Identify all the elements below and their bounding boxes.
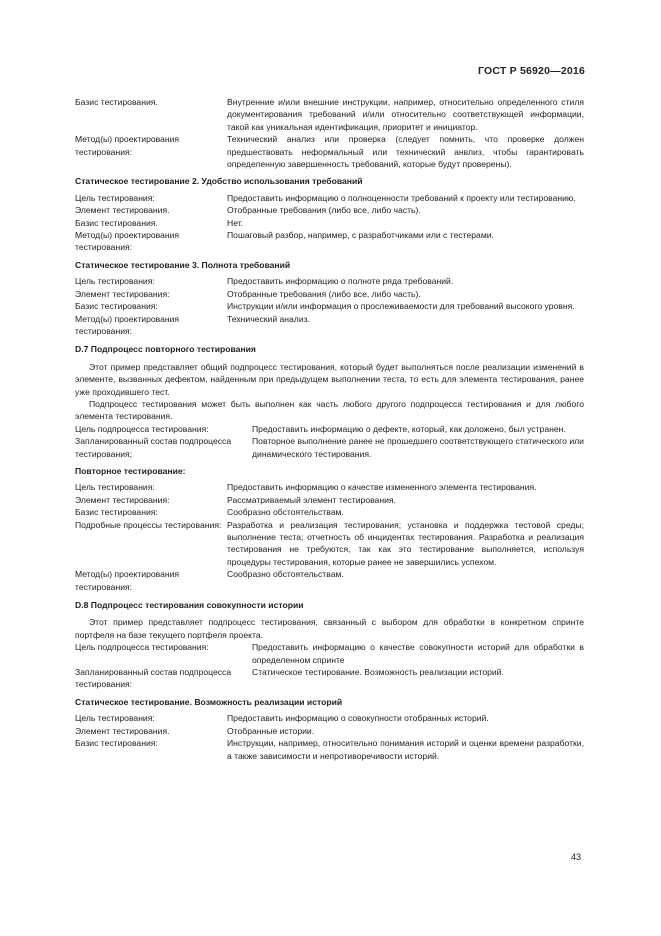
definition-row — [75, 229, 584, 254]
definition-desc: Сообразно обстоятельствам. — [227, 569, 344, 580]
definition-desc: Предоставить информацию о совокупности отобранных историй. — [227, 713, 489, 724]
definition-desc: Сообразно обстоятельствам. — [227, 507, 344, 518]
subheading: Статическое тестирование 3. Полнота требований — [75, 259, 291, 270]
definition-term: Цель тестирования: — [75, 713, 155, 724]
definition-row — [75, 737, 584, 762]
definition-term: Базис тестирования: — [75, 301, 158, 312]
definition-desc: Разработка и реализация тестирования; установка и поддержка тестовой среды; выполнение теста; отчетность об инцидентах тестирования. Разработка и реализация тестирования не требуются, так как это тестирование выполняется, используя процедуры тестирования, которые ранее не завершились успехом. — [227, 519, 584, 567]
definition-row — [75, 641, 584, 666]
definition-desc: Отобранные требования (либо все, либо часть). — [227, 288, 421, 299]
definition-term: Цель тестирования: — [75, 482, 155, 493]
definition-term: Элемент тестирования: — [75, 288, 170, 299]
definition-desc: Инструкции и/или информация о прослеживаемости для требований высокого уровня. — [227, 301, 575, 312]
section-heading-d7: D.7 Подпроцесс повторного тестирования — [75, 344, 256, 355]
definition-desc: Повторное выполнение ранее не прошедшего соответствующего статического или динамического тестирования. — [252, 436, 584, 459]
paragraph: Подпроцесс тестирования может быть выполнен как часть любого другого подпроцесса тестирования и для любого элемента тестирования. — [75, 398, 584, 422]
definition-row — [75, 494, 584, 506]
definition-term: Запланированный состав подпроцесса тестирования; — [75, 436, 232, 459]
definition-term: Базис тестирования. — [75, 217, 158, 228]
definition-desc: Технический анализ или проверка (следует помнить, что проверке должен предшествовать неформальный или технический анвлиз, чтобы гарантировать определенную завершенность требований, которые будут проверены). — [227, 134, 584, 170]
paragraph: Этот пример представляет подпроцесс тестирования, связанный с выбором для обработки в конкретном спринте портфеля на базе текущего портфеля проекта. — [75, 617, 584, 640]
definition-desc: Отобранные истории. — [227, 725, 315, 736]
definition-term: Базис тестирования: — [75, 507, 158, 518]
definition-row — [75, 481, 584, 493]
definition-row — [75, 288, 584, 300]
definition-desc: Рассматриваемый элемент тестирования. — [227, 494, 396, 505]
definition-row — [75, 712, 584, 724]
definition-desc: Предоставить информацию о полноценности требований к проекту или тестированию. — [227, 192, 576, 203]
definition-term: Базис тестирования. — [75, 97, 158, 107]
definition-desc: Предоставить информацию о качестве совокупности историй для обработки в определенном спринте — [252, 642, 584, 665]
definition-term: Метод(ы) проектирования тестирования: — [75, 134, 180, 157]
definition-term: Метод(ы) проектирования тестирования: — [75, 569, 180, 592]
definition-desc: Статическое тестирование. Возможность реализации историй. — [252, 667, 504, 678]
definition-desc: Предоставить информацию о полноте ряда требований. — [227, 276, 454, 287]
definition-row — [75, 568, 584, 593]
definition-desc: Пошаговый разбор, например, с разработчиками или с тестерами. — [227, 230, 494, 241]
definition-term: Базис тестирования: — [75, 738, 158, 749]
definition-row — [75, 519, 584, 569]
definition-desc: Отобранные требования (либо все, либо часть). — [227, 205, 421, 216]
section-heading-d8: D.8 Подпроцесс тестирования совокупности истории — [75, 600, 304, 611]
definition-desc: Инструкции, например, относительно понимания историй и оценки времени разработки, а также зависимости и непротиворечивости историй. — [227, 738, 584, 761]
document-header: ГОСТ Р 56920—2016 — [477, 65, 585, 77]
definition-term: Цель подпроцесса тестирования: — [75, 642, 209, 653]
definition-row — [75, 133, 584, 170]
definition-term: Цель тестирования: — [75, 276, 155, 287]
definition-term: Элемент тестирования. — [75, 725, 170, 736]
definition-row — [75, 300, 584, 312]
definition-row — [75, 192, 584, 204]
definition-term: Метод(ы) проектирования тестирования: — [75, 313, 180, 336]
definition-desc: Внутренние и/или внешние инструкции, например, относительно определенного стиля документирования требований и/или относительно соответствующей информации, такой как уникальная идентификация, приоритет и инициатор. — [227, 97, 584, 132]
definition-term: Элемент тестирования: — [75, 494, 170, 505]
definition-desc: Предоставить информацию о дефекте, который, как доложено, был устранен. — [252, 423, 566, 434]
definition-row — [75, 725, 584, 737]
definition-term: Цель подпроцесса тестирования: — [75, 423, 209, 434]
definition-row — [75, 423, 584, 435]
definition-term: Подробные процессы тестирования: — [75, 519, 222, 530]
definition-term: Метод(ы) проектирования тестирования: — [75, 230, 180, 253]
page-content — [75, 96, 584, 762]
definition-desc: Нет. — [227, 217, 244, 228]
definition-term: Цель тестирования: — [75, 192, 155, 203]
definition-row — [75, 217, 584, 229]
definition-row — [75, 96, 584, 133]
definition-row — [75, 666, 584, 691]
subheading: Статическое тестирование. Возможность реализации историй — [75, 696, 343, 707]
definition-row — [75, 275, 584, 287]
subheading: Повторное тестирование: — [75, 465, 186, 476]
definition-row — [75, 204, 584, 216]
page-number: 43 — [571, 852, 582, 862]
subheading: Статическое тестирование 2. Удобство использования требований — [75, 176, 363, 187]
definition-desc: Предоставить информацию о качестве измененного элемента тестирования. — [227, 482, 537, 493]
definition-row — [75, 506, 584, 518]
definition-row — [75, 313, 584, 338]
definition-term: Элемент тестирования. — [75, 205, 170, 216]
definition-term: Запланированный состав подпроцесса тестирования: — [75, 667, 232, 690]
paragraph: Этот пример представляет общий подпроцесс тестирования, который будет выполняться после реализации изменений в элементе, вызванных дефектом, найденным при предыдущем выполнении теста, то есть для элемента тестирования, ранее уже проходившего тест. — [75, 361, 584, 397]
definition-row — [75, 435, 584, 460]
definition-desc: Технический анализ. — [227, 313, 310, 324]
